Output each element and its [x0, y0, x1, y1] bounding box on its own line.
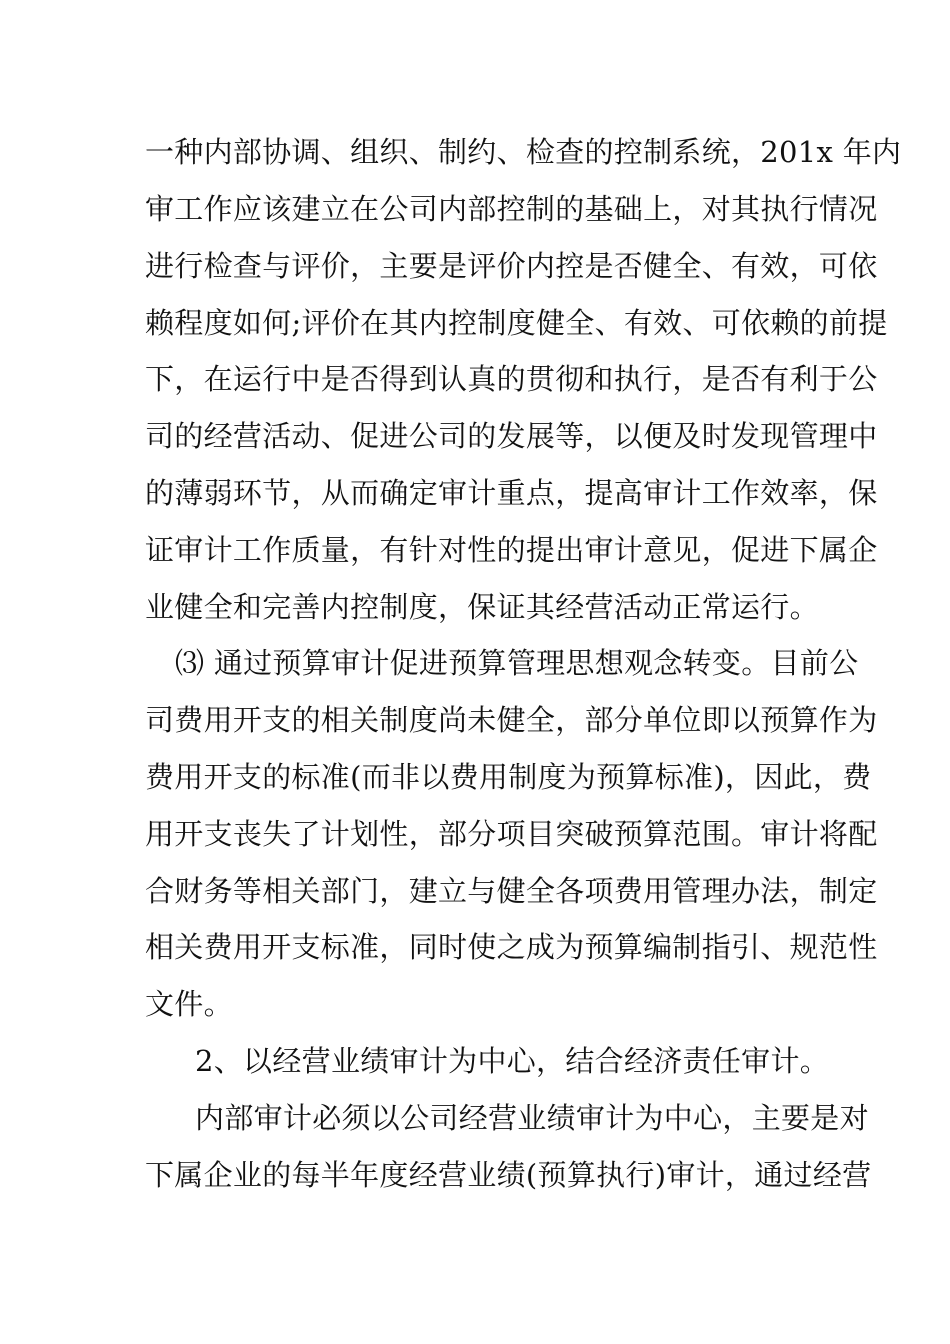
text-line: 审工作应该建立在公司内部控制的基础上，对其执行情况 [145, 192, 878, 226]
text-line: 下，在运行中是否得到认真的贯彻和执行，是否有利于公 [145, 362, 878, 396]
text-line: 赖程度如何;评价在其内控制度健全、有效、可依赖的前提 [145, 306, 888, 340]
text-line: 的薄弱环节，从而确定审计重点，提高审计工作效率，保 [145, 476, 878, 510]
text-line: 用开支丧失了计划性，部分项目突破预算范围。审计将配 [145, 817, 878, 851]
section-heading: 2、以经营业绩审计为中心，结合经济责任审计。 [195, 1044, 830, 1078]
text-line: 一种内部协调、组织、制约、检查的控制系统，201x 年内 [145, 135, 902, 169]
text-line: 司的经营活动、促进公司的发展等，以便及时发现管理中 [145, 419, 878, 453]
text-line: 费用开支的标准(而非以费用制度为预算标准)，因此，费 [145, 760, 872, 794]
text-line: 相关费用开支标准，同时使之成为预算编制指引、规范性 [145, 930, 878, 964]
text-line: 合财务等相关部门，建立与健全各项费用管理办法，制定 [145, 874, 878, 908]
paragraph-heading-line: ⑶ 通过预算审计促进预算管理思想观念转变。目前公 [175, 646, 859, 680]
text-line: 证审计工作质量，有针对性的提出审计意见，促进下属企 [145, 533, 878, 567]
text-line: 文件。 [145, 987, 233, 1021]
text-line: 内部审计必须以公司经营业绩审计为中心，主要是对 [195, 1101, 869, 1135]
text-line: 司费用开支的相关制度尚未健全，部分单位即以预算作为 [145, 703, 878, 737]
text-line: 下属企业的每半年度经营业绩(预算执行)审计，通过经营 [145, 1158, 872, 1192]
text-line: 业健全和完善内控制度，保证其经营活动正常运行。 [145, 590, 819, 624]
text-line: 进行检查与评价，主要是评价内控是否健全、有效，可依 [145, 249, 878, 283]
